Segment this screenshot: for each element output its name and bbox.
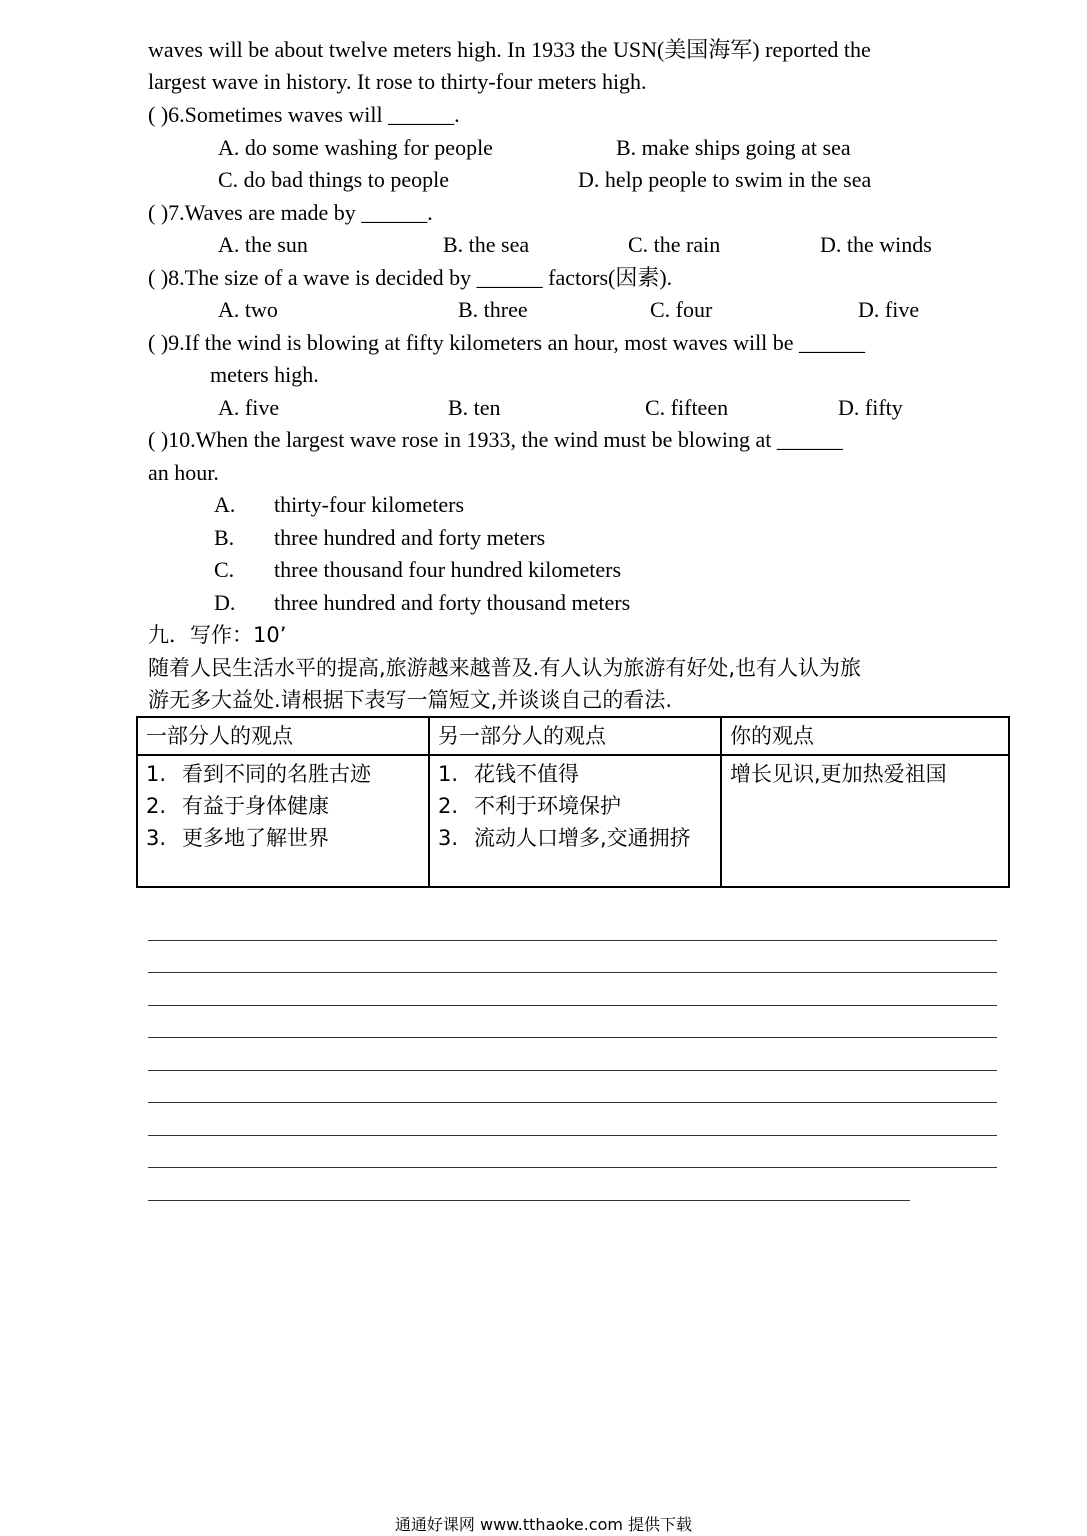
question-8-option-c: C. four (650, 297, 713, 322)
passage-line-2: largest wave in history. It rose to thirty-four meters high. (148, 69, 647, 94)
table-cell-some-people (137, 755, 429, 887)
question-6-stem: ( )6.Sometimes waves will ______. (148, 102, 460, 127)
table-header-other-people: 另一部分人的观点 (429, 717, 721, 755)
question-6-option-d: D. help people to swim in the sea (578, 167, 872, 192)
table-header-some-people: 一部分人的观点 (137, 717, 429, 755)
question-9-option-b: B. ten (448, 395, 501, 420)
answer-line[interactable] (148, 1070, 997, 1071)
answer-line[interactable] (148, 1005, 997, 1006)
answer-line[interactable] (148, 1135, 997, 1136)
table-cell-other-people (429, 755, 721, 887)
writing-prompt-line-2: 游无多大益处.请根据下表写一篇短文,并谈谈自己的看法. (148, 688, 673, 712)
question-10-option-d-letter: D. (214, 590, 236, 615)
answer-line[interactable] (148, 1037, 997, 1038)
table-cell-your-view: 增长见识,更加热爱祖国 (721, 755, 1009, 887)
list-item: 1. 花钱不值得 (438, 762, 579, 786)
question-7-option-a: A. the sun (218, 232, 308, 257)
question-8-option-d: D. five (858, 297, 920, 322)
answer-line[interactable] (148, 1102, 997, 1103)
question-9-stem-cont: meters high. (210, 362, 319, 387)
viewpoints-table (136, 716, 1010, 888)
question-8-option-a: A. two (218, 297, 278, 322)
question-10-option-d-text: three hundred and forty thousand meters (274, 590, 631, 615)
question-10-stem: ( )10.When the largest wave rose in 1933, the wind must be blowing at ______ (148, 427, 843, 452)
question-10-option-c-text: three thousand four hundred kilometers (274, 557, 622, 582)
question-10-stem-cont: an hour. (148, 460, 219, 485)
answer-line[interactable] (148, 972, 997, 973)
question-7-option-c: C. the rain (628, 232, 721, 257)
question-7-stem: ( )7.Waves are made by ______. (148, 200, 433, 225)
question-9-option-d: D. fifty (838, 395, 903, 420)
list-item: 2. 不利于环境保护 (438, 794, 621, 818)
answer-line[interactable] (148, 1200, 910, 1201)
list-item: 3. 流动人口增多,交通拥挤 (438, 826, 691, 850)
question-7-option-d: D. the winds (820, 232, 932, 257)
question-9-stem: ( )9.If the wind is blowing at fifty kilometers an hour, most waves will be ______ (148, 330, 866, 355)
question-6-option-a: A. do some washing for people (218, 135, 493, 160)
list-item: 3. 更多地了解世界 (146, 826, 329, 850)
list-item: 2. 有益于身体健康 (146, 794, 329, 818)
question-10-option-a-text: thirty-four kilometers (274, 492, 465, 517)
question-9-option-c: C. fifteen (645, 395, 729, 420)
passage-line-1: waves will be about twelve meters high. In 1933 the USN(美国海军) reported the (148, 37, 871, 62)
question-8-option-b: B. three (458, 297, 528, 322)
writing-heading: 九．写作：10’ (148, 623, 287, 647)
writing-prompt-line-1: 随着人民生活水平的提高,旅游越来越普及.有人认为旅游有好处,也有人认为旅 (148, 656, 862, 680)
question-8-stem: ( )8.The size of a wave is decided by ______ factors(因素). (148, 265, 673, 290)
question-10-option-b-letter: B. (214, 525, 235, 550)
question-10-option-c-letter: C. (214, 557, 235, 582)
question-9-option-a: A. five (218, 395, 280, 420)
list-item: 1. 看到不同的名胜古迹 (146, 762, 371, 786)
answer-line[interactable] (148, 1167, 997, 1168)
question-10-option-a-letter: A. (214, 492, 236, 517)
answer-line[interactable] (148, 940, 997, 941)
question-6-option-c: C. do bad things to people (218, 167, 449, 192)
table-header-your-view: 你的观点 (721, 717, 1009, 755)
question-6-option-b: B. make ships going at sea (616, 135, 851, 160)
question-7-option-b: B. the sea (443, 232, 530, 257)
question-10-option-b-text: three hundred and forty meters (274, 525, 546, 550)
page-footer: 通通好课网 www.tthaoke.com 提供下载 (394, 1515, 693, 1534)
